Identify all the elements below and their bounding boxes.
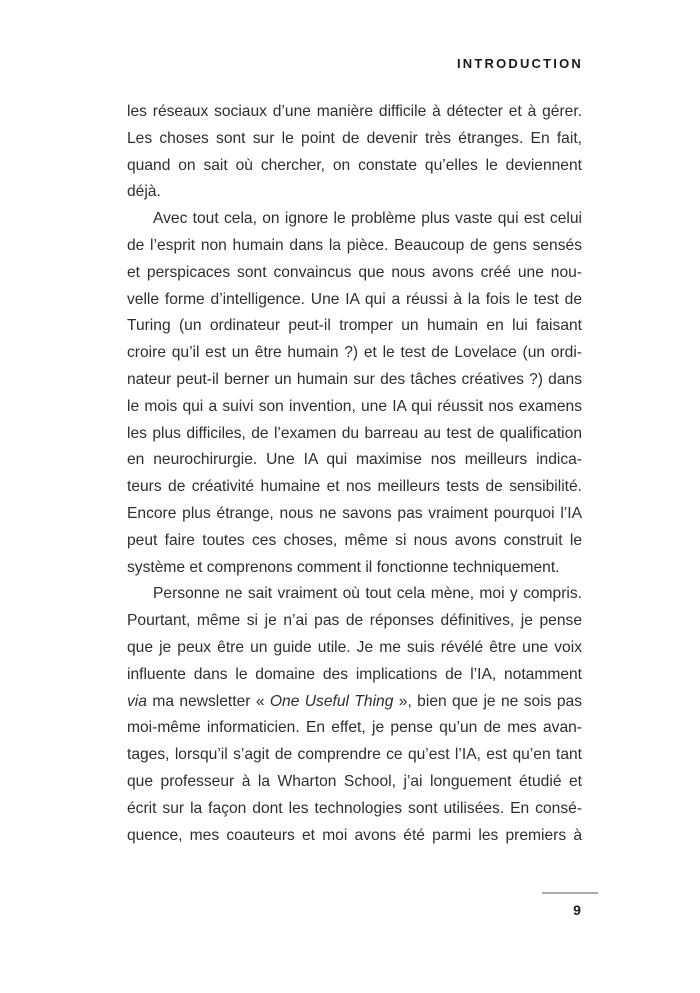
footer-divider [542,892,598,894]
text-line [127,233,582,260]
text-line [127,394,582,421]
text-segment: Turing (un ordinateur peut-il tromper un humain en lui faisant [127,317,582,335]
text-segment: Personne ne sait vraiment où tout cela mène, moi y compris. [153,585,582,603]
text-line [127,179,582,206]
text-line [127,796,582,823]
text-segment: le mois qui a suivi son invention, une IA qui réussit nos examens [127,397,582,415]
text-segment: Avec tout cela, on ignore le problème plus vaste qui est celui [153,210,582,228]
text-line [127,260,582,287]
text-segment: influente dans le domaine des implications de l’IA, notamment [127,665,582,683]
italic-text: One Useful Thing [269,692,394,710]
text-segment: déjà. [127,183,161,201]
paragraph [127,99,582,206]
text-line [127,340,582,367]
page-number: 9 [573,902,581,918]
text-line [127,662,582,689]
text-line [127,153,582,180]
text-segment: les plus difficiles, de l’examen du barreau au test de qualification [127,424,582,442]
text-segment: peut faire toutes ces choses, même si nous avons construit le [127,531,582,549]
text-segment: en neurochirurgie. Une IA qui maximise nos meilleurs indica- [127,451,582,469]
text-line [127,555,582,582]
text-segment: croire qu’il est un être humain ?) et le test de Lovelace (un ordi- [127,344,582,362]
text-line [127,99,582,126]
text-line [127,206,582,233]
text-segment: Encore plus étrange, nous ne savons pas vraiment pourquoi l’IA [127,504,582,522]
text-line [127,742,582,769]
text-segment: Les choses sont sur le point de devenir très étranges. En fait, [127,129,582,147]
text-line [127,421,582,448]
text-segment: que je peux être un guide utile. Je me suis révélé être une voix [127,638,582,656]
text-segment: teurs de créativité humaine et nos meilleurs tests de sensibilité. [127,478,582,496]
text-segment: les réseaux sociaux d’une manière difficile à détecter et à gérer. [127,103,582,120]
text-line [127,769,582,796]
text-segment: velle forme d’intelligence. Une IA qui a réussi à la fois le test de [127,290,582,308]
text-segment: Pourtant, même si je n’ai pas de réponses définitives, je pense [127,612,582,630]
text-segment: et perspicaces sont convaincus que nous avons créé une nou- [127,263,582,281]
italic-text: via [127,692,147,710]
text-segment: », bien que je ne sois pas [393,692,582,710]
text-segment: que professeur à la Wharton School, j’ai longuement étudié et [127,772,582,790]
text-segment: moi-même informaticien. En effet, je pense qu’un de mes avan- [127,719,582,737]
text-segment: écrit sur la façon dont les technologies sont utilisées. En consé- [127,799,582,817]
paragraph [127,581,582,849]
body-text [127,99,582,849]
text-line [127,689,582,716]
running-head: INTRODUCTION [456,56,583,71]
text-line [127,126,582,153]
text-segment: ma newsletter « [146,692,270,710]
text-line [127,474,582,501]
text-line [127,287,582,314]
text-segment: système et comprenons comment il fonctionne techniquement. [127,558,560,576]
text-line [127,313,582,340]
text-line [127,823,582,850]
text-line [127,715,582,742]
text-segment: nateur peut-il berner un humain sur des tâches créatives ?) dans [127,370,582,388]
text-segment: tages, lorsqu’il s’agit de comprendre ce qu’est l’IA, est qu’en tant [127,746,582,764]
text-line [127,501,582,528]
text-line [127,528,582,555]
text-segment: quence, mes coauteurs et moi avons été parmi les premiers à [127,826,582,844]
text-line [127,581,582,608]
text-line [127,608,582,635]
text-line [127,447,582,474]
text-line [127,367,582,394]
text-segment: de l’esprit non humain dans la pièce. Beaucoup de gens sensés [127,236,582,254]
paragraph [127,206,582,581]
text-line [127,635,582,662]
text-segment: quand on sait où chercher, on constate qu’elles le deviennent [127,156,582,174]
